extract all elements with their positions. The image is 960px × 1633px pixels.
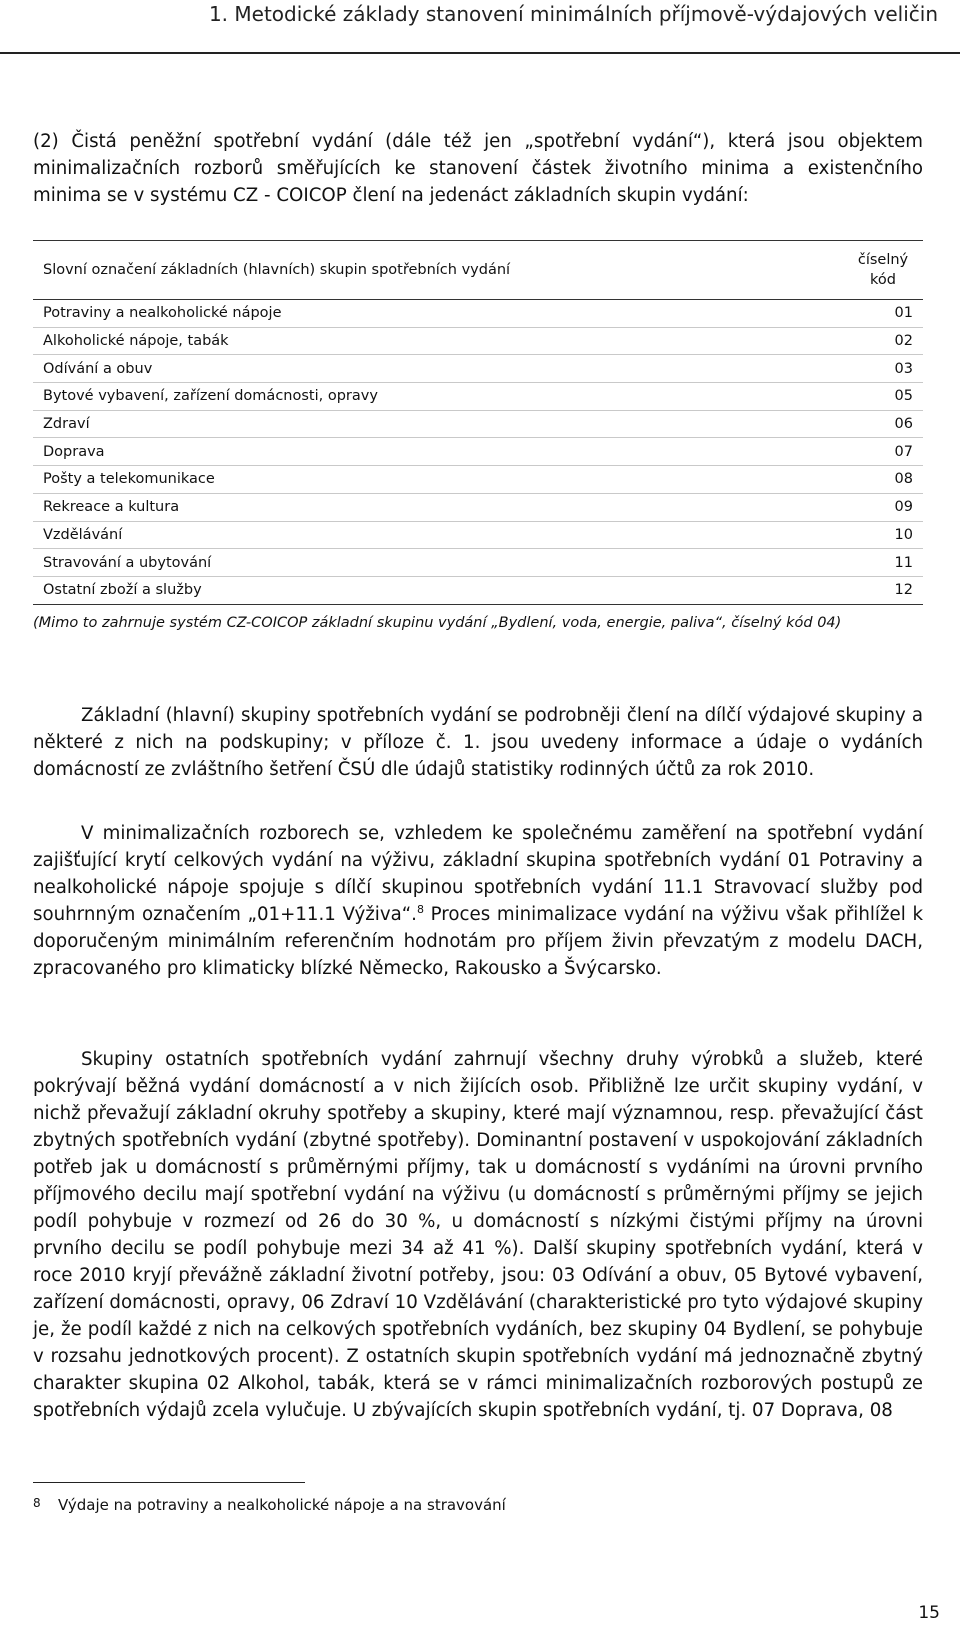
row-code: 09: [843, 493, 923, 521]
table-row: [33, 355, 923, 383]
footnote-mark: 8: [33, 1496, 41, 1510]
row-code: 02: [843, 327, 923, 355]
paragraph-nutrition: [33, 820, 923, 982]
table-note: (Mimo to zahrnuje systém CZ-COICOP základní skupinu vydání „Bydlení, voda, energie, paliva“, číselný kód 04): [33, 615, 842, 631]
row-code: 06: [843, 410, 923, 438]
intro-paragraph: (2) Čistá peněžní spotřební vydání (dále též jen „spotřební vydání“), která jsou objektem minimalizačních rozborů směřujících ke stanovení částek životního minima a existenčního minima se v systému CZ - COICOP člení na jedenáct základních skupin vydání:: [33, 131, 923, 206]
table-row: [33, 521, 923, 549]
column-header-name: Slovní označení základních (hlavních) skupin spotřebních vydání: [33, 241, 843, 300]
page-number: 15: [918, 1603, 940, 1623]
expenditure-groups-table: [33, 240, 923, 605]
row-name: Zdraví: [33, 410, 843, 438]
table-row: [33, 576, 923, 603]
row-code: 10: [843, 521, 923, 549]
footnote-text: Výdaje na potraviny a nealkoholické nápoje a na stravování: [58, 1496, 506, 1514]
row-code: 11: [843, 549, 923, 577]
paragraph-nutrition-part2: Proces minimalizace vydání na výživu však přihlížel k doporučeným minimálním referenčním hodnotám pro příjem živin převzatým z modelu DACH, zpracovaného pro klimaticky blízké Německo, Rakousko a Švýcarsko.: [33, 904, 923, 979]
table-row: [33, 300, 923, 328]
table-row: [33, 410, 923, 438]
footnote-divider: [33, 1482, 305, 1483]
row-name: Potraviny a nealkoholické nápoje: [43, 305, 282, 322]
row-name: Odívání a obuv: [33, 355, 843, 383]
row-code: 03: [843, 355, 923, 383]
paragraph-nutrition-part1: V minimalizačních rozborech se, vzhledem ke společnému zaměření na spotřební vydání zajišťující krytí celkových vydání na výživu, základní skupina spotřebních vydání 01 Potraviny a nealkoholické nápoje spojuje s dílčí skupinou spotřebních vydání 11.1 Stravovací služby pod souhrnným označením „01+11.1 Výživa“.: [33, 823, 923, 925]
column-header-code-line2: kód: [870, 272, 896, 288]
row-name: Pošty a telekomunikace: [33, 466, 843, 494]
table-row: [33, 383, 923, 411]
table-header-row: [33, 241, 923, 300]
footnote: [33, 1496, 506, 1514]
table-row: [33, 493, 923, 521]
table-row: [33, 466, 923, 494]
row-code: 08: [843, 466, 923, 494]
row-name: Alkoholické nápoje, tabák: [33, 327, 843, 355]
page-header: [0, 0, 960, 54]
paragraph-other-groups: Skupiny ostatních spotřebních vydání zahrnují všechny druhy výrobků a služeb, které pokrývají běžná vydání domácností a v nich žijících osob. Přibližně lze určit skupiny vydání, v nichž převažují základní okruhy spotřeby a skupiny, které mají významnou, resp. převažující část zbytných spotřebních vydání (zbytné spotřeby). Dominantní postavení v uspokojování základních potřeb jak u domácností s průměrnými příjmy, tak u domácností s vydáními na úrovni prvního příjmového decilu mají spotřební vydání na výživu (u domácností s průměrnými příjmy se jejich podíl pohybuje v rozmezí od 26 do 30 %, u domácností s nízkými čistými příjmy na úrovni prvního decilu se podíl pohybuje mezi 34 až 41 %). Další skupiny spotřebních vydání, která v roce 2010 kryjí převážně základní životní potřeby, jsou: 03 Odívání a obuv, 05 Bytové vybavení, zařízení domácnosti, opravy, 06 Zdraví 10 Vzdělávání (charakteristické pro tyto výdajové skupiny je, že podíl každé z nich na celkových spotřebních vydáních, bez skupiny 04 Bydlení, se pohybuje v rozsahu jednotkových procent). Z ostatních skupin spotřebních vydání má jednoznačně zbytný charakter skupina 02 Alkohol, tabák, která se v rámci minimalizačních rozborových postupů ze spotřebních výdajů zcela vylučuje. U zbývajících skupin spotřebních vydání, tj. 07 Doprava, 08: [33, 1049, 923, 1421]
row-name: Bytové vybavení, zařízení domácnosti, opravy: [33, 383, 843, 411]
paragraph-subgroups: Základní (hlavní) skupiny spotřebních vydání se podrobněji člení na dílčí výdajové skupiny a některé z nich na podskupiny; v příloze č. 1. jsou uvedeny informace a údaje o vydáních domácností ze zvláštního šetření ČSÚ dle údajů statistiky rodinných účtů za rok 2010.: [33, 705, 923, 780]
column-header-code-line1: číselný: [857, 252, 909, 268]
footnote-reference: 8: [416, 902, 424, 916]
table-row: [33, 549, 923, 577]
chapter-title: 1. Metodické základy stanovení minimálních příjmově-výdajových veličin: [208, 2, 938, 26]
row-code: 12: [843, 576, 923, 603]
row-code: 05: [843, 383, 923, 411]
row-name: Doprava: [33, 438, 843, 466]
row-name: Stravování a ubytování: [33, 549, 843, 577]
table-row: [33, 327, 923, 355]
row-code: 01: [894, 305, 913, 322]
row-name: Vzdělávání: [33, 521, 843, 549]
row-code: 07: [843, 438, 923, 466]
table-row: [33, 438, 923, 466]
row-name: Ostatní zboží a služby: [33, 576, 843, 603]
row-name: Rekreace a kultura: [33, 493, 843, 521]
column-header-code: [843, 241, 923, 300]
